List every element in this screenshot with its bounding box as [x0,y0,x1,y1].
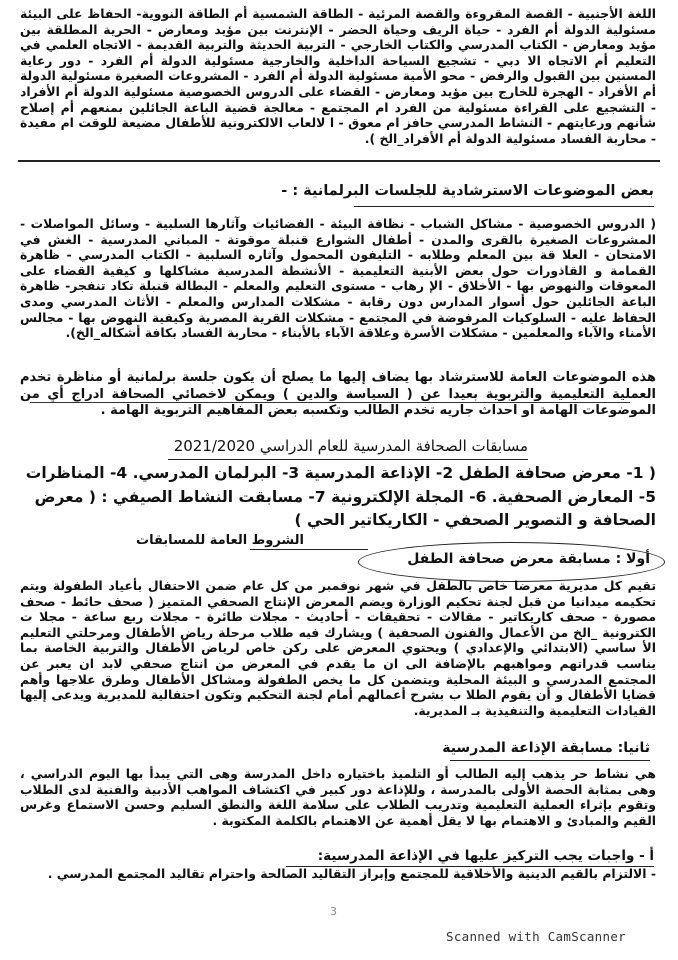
radio-duties-item: - الالتزام بالقيم الدينية والأخلاقية للمجتمع وإبراز التقاليد الصالحة واحترام تقاليد المجتمع المدرسي . [47,866,656,881]
second-heading-underline [450,760,650,761]
competitions-list-line-2: 5- المعارض الصحفية. 6- المجلة الإلكترونية 7- مسابقت النشاط الصيفي : ( معرض [34,487,656,506]
first-competition-heading: أولا : مسابقة معرض صحافة الطفل [407,551,650,567]
general-conditions-heading: الشروط العامة للمسابقات [136,533,304,548]
scanner-watermark: Scanned with CamScanner [446,929,626,944]
competitions-list-line-1: ( 1- معرض صحافة الطفل 2- الإذاعة المدرسية 3- البرلمان المدرسي. 4- المناظرات [25,464,656,482]
guidance-note-paragraph: هذه الموضوعات العامة للاسترشاد بها يضاف إليها ما يصلح أن يكون جلسة برلمانية أو مناظرة تخدم العملية التعليمية والتربوية بعيدا عن ( السياسة والدين ) ويمكن لاخصائي الصحافة ادراج أي من الموضوعات الهامة او احداث جاريه تخدم الطالب وتكسبه بعض المفاهيم التربوية الهامة . [20,370,656,418]
heading-underline [354,206,654,207]
page-number: 3 [330,905,337,918]
debate-topics-paragraph: اللغة الأجنبية - القصة المقروءة والقصة المرئية - الطاقة الشمسية أم الطاقة النووية- الحفاظ على البيئة مسئولية الدولة أم الفرد - حياة الريف وحياة الحضر - الإنترنت بين مؤيد ومعارض - الحرية المطلقة بين مؤيد ومعارض - الكتاب المدرسي والكتاب الخارجي - التربية الحديثة والتربية القديمة - الاتجاه العلمي في التعليم أم الاتجاه الا دبي - تشجيع السياحة الداخلية والخارجية مسئولية الدولة أم الفرد - دور رعاية المسنين بين القبول والرفض - محو الأمية مسئولية الدولة أم الفرد - المشروعات الصغيرة مسئولية الدولة أم الأفراد - الهجرة للخارج بين مؤيد ومعارض - القضاء على الدروس الخصوصية مسئولية الدولة أم الأفراد - التشجيع على القراءة مسئولية من الفرد ام المجتمع - معالجة قضية الباعة الجائلين بمنعهم أم إصلاح شأنهم ورعايتهم - النشاط المدرسي حافز ام معوق - ا لالعاب الالكترونية للأطفال مضيعة للوقت ام مفيدة - محاربة الفساد مسئولية الدولة أم الأفراد_الخ ). [20,6,656,146]
child-press-exhibition-paragraph: تقيم كل مديرية معرضا خاص بالطفل في شهر نوفمبر من كل عام ضمن الاحتفال بأعياد الطفولة ويتم تحكيمه ميدانيا من قبل لجنة تحكيم الوزارة ويضم المعرض الإنتاج الصحفي المتميز ( صحف حائط - صحف مصورة - صحف كاريكاتير - مقالات - تحقيقات - أحاديث - مجلات طائرة - مجلات ربع ساعة - مجلا ت الكترونية _الخ من الأعمال والفنون الصحفية ) ويشارك فيه طلاب مرحلة رياض الأطفال ومرحلتي التعليم الأ ساسي (الابتدائي والإعدادي ) ويحتوي المعرض على ركن خاص لرياض الأطفال والتربية الخاصة بما يناسب قدراتهم ومواهبهم بالإضافة الى ان ما يقدم في المعرض من انتاج صحفي لابد ان يعبر عن المجتمع المدرسي و البيئة المحلية ويتضمن كل ما يخص الطفولة ومشاكل الأطفال وطرق علاجها وأهم قضايا الأطفال و أن يقوم الطلا ب بشرح أعمالهم أمام لجنة التحكيم وتكون احتفالية للمديرية ويدعى إليها القيادات التعليمية والتنفيذية بـ المديرية. [20,578,656,718]
title-underline [168,459,528,460]
parliamentary-topics-heading: بعض الموضوعات الاسترشادية للجلسات البرلمانية : - [281,183,654,199]
parliamentary-topics-paragraph: ( الدروس الخصوصية - مشاكل الشباب - نظافة البيئة - الفضائيات وآثارها السلبية - وسائل المواصلات - المشروعات الصغيرة بالقرى والمدن - أطفال الشوارع قنبلة موقوتة - المباني المدرسية - الغش في الامتحان - العلا قة بين المعلم وطلابه - التليفون المحمول وآثاره السلبية - الكتاب المدرسي - ظاهرة القمامة و القاذورات حول بعض الأبنية التعليمية - الأنشطة المدرسية مشاكلها و كيفية القضاء على المعوقات والنهوض بها - الأخلاق - الإ رهاب - مستوى التعليم والمعلم - البطالة قنبلة تكاد تنفجر- ظاهرة الباعة الجائلين حول أسوار المدارس دون رقابة - مشكلات المدارس والمعلم - الأثاث المدرسي ومدى الحفاظ عليه - السلوكيات المرفوضة في المجتمع - مشكلات القرية المصرية وكيفية النهوض بها - مجالس الأمناء والآباء والمعلمين - مشكلات الأسرة وعلاقة الآباء بالأبناء - محاربة الفساد بكافة أشكاله_الخ). [20,216,656,341]
competitions-list-line-3: الصحافة و التصوير الصحفي - الكاريكاتير الحي ) [294,511,656,529]
competitions-title: مسابقات الصحافة المدرسية للعام الدراسي 2021/2020 [173,437,528,455]
radio-duties-heading: أ - واجبات يجب التركيز عليها في الإذاعة المدرسية: [317,848,654,864]
school-radio-paragraph: هي نشاط حر يذهب إليه الطالب أو التلميذ باختياره داخل المدرسة وهى التي يبدأ بها اليوم الدراسي ، وهى بمثابة الحصة الأولى بالمدرسة ، وللإذاعة دور كبير في اكتشاف المواهب الأدبية والفنية لدى الطلاب وتقوم بإثراء العملية التعليمية وتدريب الطلاب على سلامة اللغة والنطق السليم وحسن الاستماع وغرس القيم والمبادئ و الاهتمام بها لا يقل أهمية عن الاهتمام بالكلمة المكتوبة . [20,766,656,828]
section-divider [18,160,660,162]
conditions-underline [250,549,368,550]
second-competition-heading: ثانيا: مسابقة الإذاعة المدرسية [442,740,650,756]
handwritten-underline [30,402,630,403]
competitions-list [20,462,656,533]
